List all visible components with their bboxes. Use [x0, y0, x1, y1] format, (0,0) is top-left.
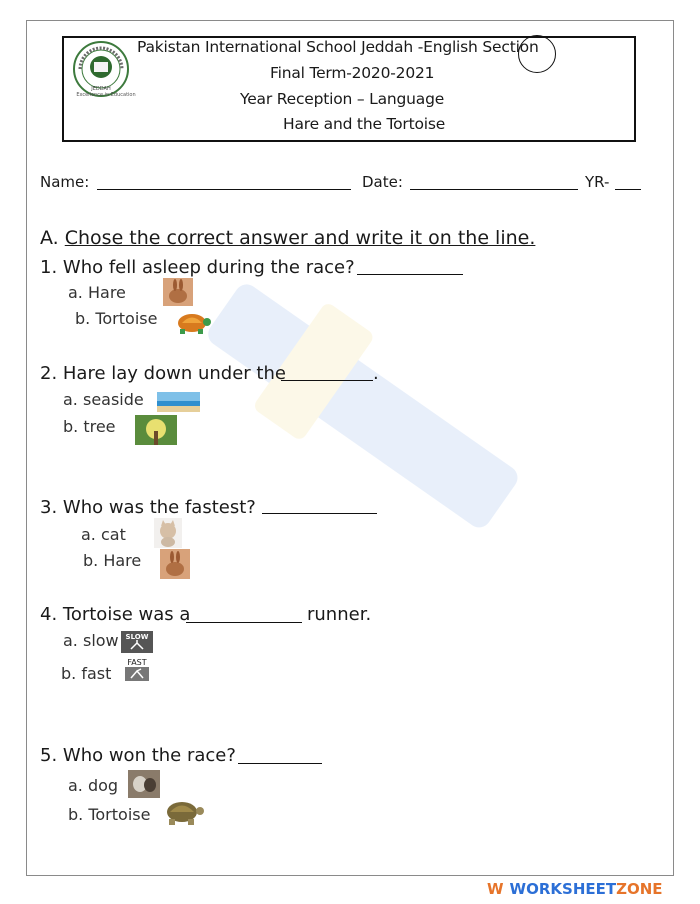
- q5-option-a: a. dog: [68, 776, 119, 795]
- cat-image: [154, 518, 182, 548]
- worksheetzone-logo[interactable]: [487, 880, 663, 898]
- name-label: Name:: [40, 173, 90, 191]
- question-2-suffix: .: [373, 363, 379, 384]
- fast-icon: [121, 656, 153, 682]
- answer-line-3[interactable]: [262, 513, 377, 514]
- svg-text:JEDDAH: JEDDAH: [91, 86, 111, 92]
- question-2: 2. Hare lay down under the: [40, 363, 286, 384]
- question-3: 3. Who was the fastest?: [40, 497, 256, 518]
- slow-icon: [121, 631, 153, 653]
- answer-line-1[interactable]: [357, 274, 463, 275]
- tree-image: [135, 415, 177, 445]
- brand-part-2: ZONE: [616, 880, 663, 898]
- class-title: Year Reception – Language: [240, 90, 445, 108]
- slow-icon-label: SLOW: [125, 633, 149, 641]
- fast-icon-label: FAST: [127, 658, 147, 667]
- section-a-prefix: A.: [40, 227, 59, 249]
- q5-option-b: b. Tortoise: [68, 805, 151, 824]
- seaside-image: [157, 392, 200, 412]
- date-label: Date:: [362, 173, 403, 191]
- q4-option-a: a. slow: [63, 631, 119, 650]
- score-circle: [518, 35, 556, 73]
- q3-option-a: a. cat: [81, 525, 126, 544]
- date-field[interactable]: [410, 189, 578, 190]
- name-field[interactable]: [97, 189, 351, 190]
- section-a-heading: [40, 227, 535, 249]
- tortoise-image: [172, 310, 212, 336]
- answer-line-2[interactable]: [281, 380, 373, 381]
- section-a-instruction: Chose the correct answer and write it on the line.: [64, 227, 536, 249]
- term-title: Final Term-2020-2021: [270, 64, 435, 82]
- worksheetzone-w-icon: W: [487, 880, 504, 898]
- question-4-suffix: runner.: [307, 604, 372, 625]
- brand-part-1: WORKSHEET: [509, 880, 617, 898]
- q3-option-b: b. Hare: [83, 551, 142, 570]
- question-1: 1. Who fell asleep during the race?: [40, 257, 355, 278]
- answer-line-5[interactable]: [238, 763, 322, 764]
- tortoise-image-2: [160, 797, 206, 827]
- school-name: Pakistan International School Jeddah -English Section: [137, 38, 539, 56]
- q2-option-b: b. tree: [63, 417, 116, 436]
- school-logo: [72, 40, 130, 98]
- topic-title: Hare and the Tortoise: [283, 115, 446, 133]
- q1-option-b: b. Tortoise: [75, 309, 158, 328]
- q2-option-a: a. seaside: [63, 390, 144, 409]
- hare-image: [163, 278, 193, 306]
- yr-field[interactable]: [615, 189, 641, 190]
- q4-option-b: b. fast: [61, 664, 112, 683]
- question-4: 4. Tortoise was a: [40, 604, 191, 625]
- answer-line-4[interactable]: [186, 622, 302, 623]
- yr-label: YR-: [585, 173, 610, 191]
- question-5: 5. Who won the race?: [40, 745, 236, 766]
- q1-option-a: a. Hare: [68, 283, 126, 302]
- hare-image-2: [160, 549, 190, 579]
- dog-image: [128, 770, 160, 798]
- logo-tagline: Excellence in Education: [76, 92, 136, 98]
